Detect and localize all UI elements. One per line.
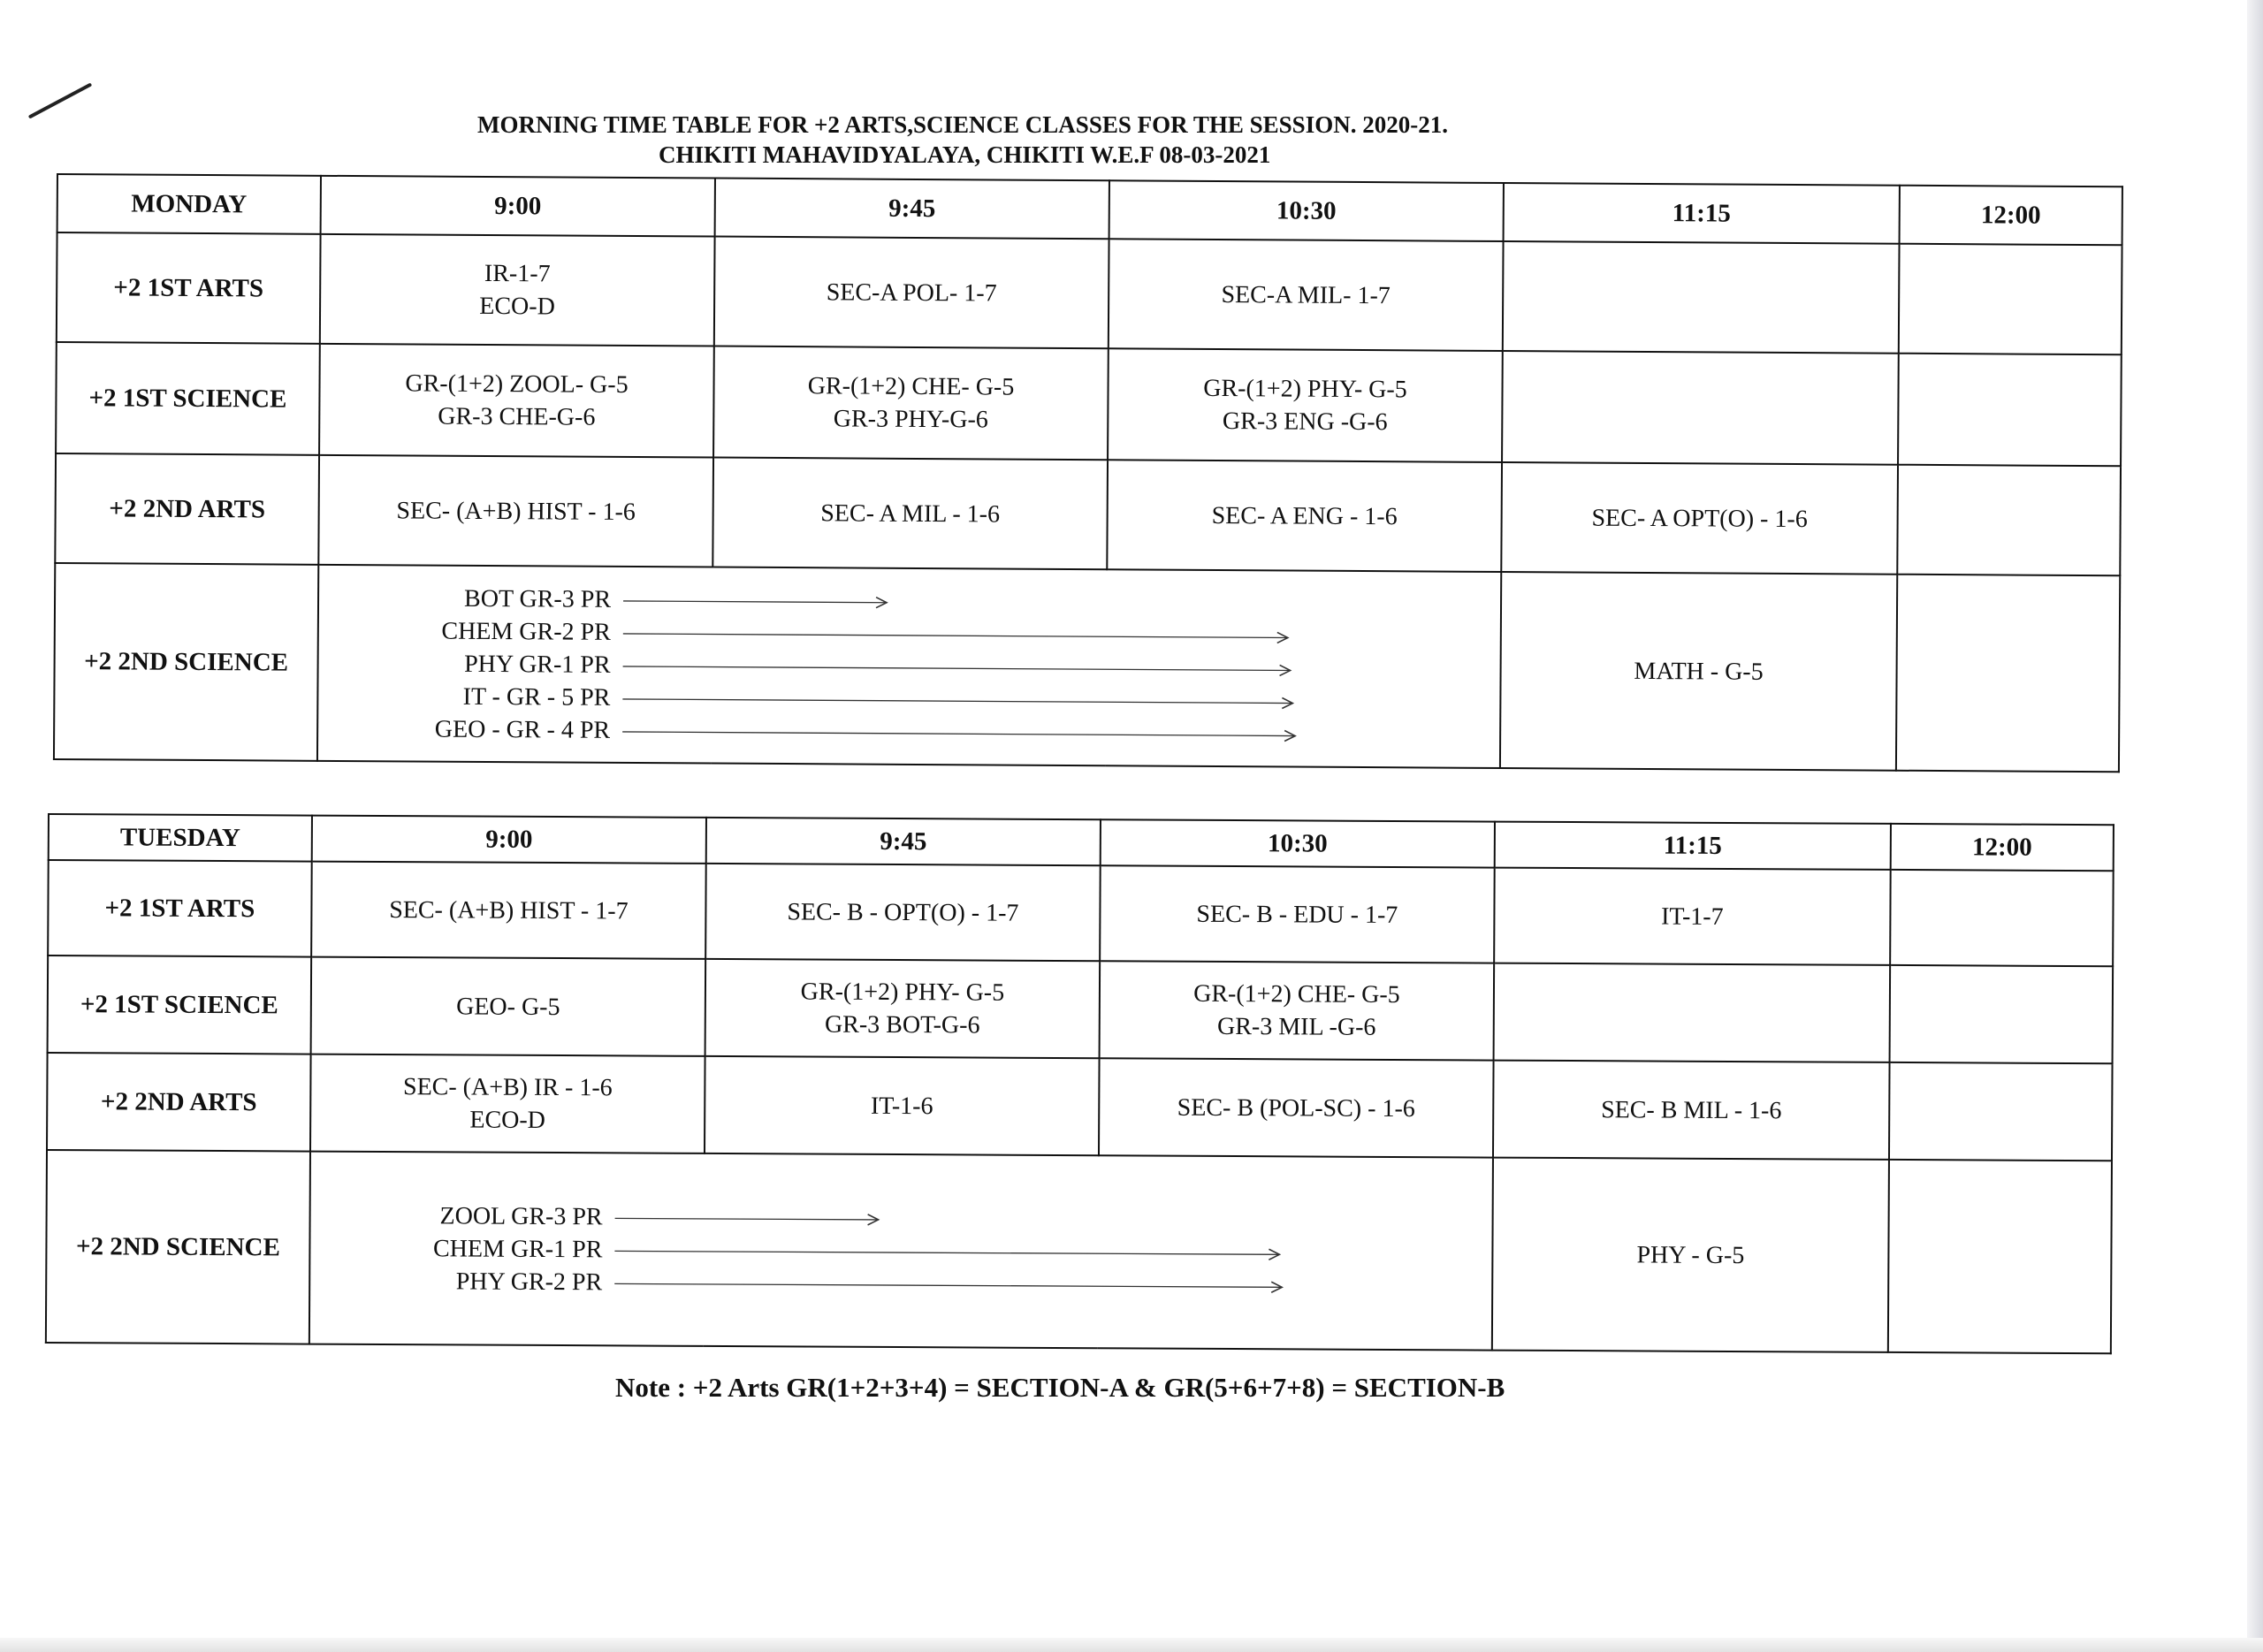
practical-label: GEO - GR - 4 PR	[434, 715, 611, 744]
arrow-head	[1271, 1282, 1282, 1292]
period-text: GR-3 BOT-G-6	[824, 1010, 980, 1039]
period-cell	[714, 237, 1109, 349]
time-header: 11:15	[1495, 822, 1891, 870]
practical-label: CHEM GR-2 PR	[441, 617, 611, 646]
period-text: SEC-A POL- 1-7	[826, 278, 997, 307]
practical-label: BOT GR-3 PR	[464, 584, 612, 613]
period-cell	[320, 234, 715, 346]
arrow-line	[622, 732, 1295, 736]
period-cell	[1100, 865, 1495, 963]
period-text: IT-1-6	[870, 1092, 933, 1120]
timetable-row	[55, 453, 2121, 575]
class-label: +2 1ST SCIENCE	[48, 955, 312, 1054]
arrow-line	[615, 1218, 879, 1220]
timetable-row	[48, 955, 2114, 1063]
period-cell	[310, 1054, 705, 1153]
arrow-head	[1282, 697, 1292, 708]
practical-span-cell	[309, 1152, 1493, 1351]
period-cell	[1100, 961, 1495, 1060]
period-cell	[1503, 241, 1900, 354]
arrow-head	[868, 1214, 879, 1225]
time-header: 12:00	[1891, 824, 2114, 871]
day-label: MONDAY	[57, 174, 321, 234]
arrow-head	[1284, 730, 1295, 741]
period-text: GR-(1+2) CHE- G-5	[1193, 979, 1400, 1009]
period-cell	[1107, 460, 1502, 572]
timetable-row	[56, 342, 2122, 466]
arrow-head	[876, 598, 887, 608]
period-cell	[1501, 462, 1898, 575]
period-cell	[1888, 1160, 2112, 1353]
time-header: 10:30	[1101, 819, 1495, 867]
period-cell	[1502, 351, 1899, 465]
period-cell	[712, 458, 1108, 570]
time-header: 12:00	[1900, 186, 2122, 246]
monday-timetable	[53, 173, 2123, 773]
class-label: +2 1ST SCIENCE	[56, 342, 320, 455]
period-cell	[705, 1056, 1100, 1155]
period-text: GR-(1+2) PHY- G-5	[1203, 374, 1407, 404]
time-header: 11:15	[1504, 183, 1900, 244]
period-text: IT-1-7	[1661, 902, 1724, 931]
period-text: SEC- A OPT(O) - 1-6	[1591, 504, 1808, 533]
period-text: GR-(1+2) PHY- G-5	[800, 978, 1005, 1007]
class-label: +2 2ND ARTS	[47, 1053, 311, 1152]
period-cell	[1897, 465, 2121, 576]
period-cell	[311, 862, 706, 959]
class-label: +2 2ND ARTS	[55, 453, 319, 565]
arrow-head	[1280, 665, 1291, 675]
period-cell	[318, 455, 713, 567]
period-text: GR-3 CHE-G-6	[438, 402, 596, 431]
period-cell	[1108, 348, 1503, 462]
period-text: SEC- A MIL - 1-6	[820, 499, 1001, 529]
practical-span-cell	[317, 565, 1501, 768]
period-text: SEC- B MIL - 1-6	[1601, 1095, 1782, 1124]
practical-label: PHY GR-2 PR	[455, 1267, 603, 1296]
period-text: SEC- (A+B) IR - 1-6	[402, 1073, 613, 1102]
page-edge-shadow	[2247, 0, 2263, 1652]
period-text: SEC- (A+B) HIST - 1-6	[396, 496, 636, 526]
time-header: 9:45	[706, 818, 1101, 865]
arrow-line	[614, 1283, 1282, 1287]
period-cell	[1890, 870, 2114, 966]
period-text: SEC- A ENG - 1-6	[1211, 501, 1398, 530]
period-cell	[705, 864, 1101, 961]
class-label: +2 1ST ARTS	[48, 860, 312, 957]
period-cell	[1109, 239, 1504, 351]
practical-label: ZOOL GR-3 PR	[439, 1201, 603, 1230]
period-text: SEC- B (POL-SC) - 1-6	[1177, 1093, 1415, 1123]
time-header: 10:30	[1109, 180, 1504, 241]
day-label: TUESDAY	[49, 814, 312, 862]
period-cell	[1493, 1061, 1890, 1160]
period-cell	[311, 957, 706, 1056]
period-text: IR-1-7	[484, 259, 551, 288]
period-cell	[1099, 1058, 1494, 1157]
period-text: MATH - G-5	[1634, 657, 1764, 686]
period-text: GR-3 PHY-G-6	[833, 405, 988, 434]
period-cell	[1494, 868, 1891, 965]
time-header: 9:00	[312, 816, 706, 864]
period-text: ECO-D	[479, 292, 555, 321]
timetable-row	[48, 860, 2114, 966]
tuesday-timetable	[45, 813, 2114, 1354]
arrow-line	[623, 634, 1288, 638]
pen-mark	[28, 82, 93, 118]
period-cell	[1898, 354, 2122, 467]
practical-label: IT - GR - 5 PR	[462, 682, 611, 712]
period-cell	[705, 959, 1101, 1058]
period-text: GR-3 ENG -G-6	[1222, 407, 1388, 437]
practical-label: PHY GR-1 PR	[464, 650, 611, 679]
document-subtitle: CHIKITI MAHAVIDYALAYA, CHIKITI W.E.F 08-03-2021	[659, 141, 1271, 168]
section-note: Note : +2 Arts GR(1+2+3+4) = SECTION-A & GR(5+6+7+8) = SECTION-B	[615, 1372, 1505, 1403]
period-text: ECO-D	[469, 1106, 546, 1134]
document-title: MORNING TIME TABLE FOR +2 ARTS,SCIENCE CLASSES FOR THE SESSION. 2020-21.	[477, 111, 1448, 138]
arrow-head	[1277, 632, 1288, 643]
arrow-line	[623, 601, 887, 603]
timetable-row	[54, 563, 2120, 772]
practical-list	[310, 1160, 1492, 1343]
period-cell	[319, 344, 714, 458]
timetable-row	[46, 1150, 2112, 1353]
period-cell	[1896, 575, 2120, 773]
class-label: +2 2ND SCIENCE	[54, 563, 318, 761]
arrow-line	[622, 699, 1292, 704]
arrow-line	[623, 666, 1291, 671]
period-text: SEC- B - EDU - 1-7	[1196, 900, 1398, 929]
period-cell	[1500, 572, 1897, 771]
period-text: GEO- G-5	[456, 992, 560, 1021]
timetable-row	[57, 232, 2122, 354]
period-cell	[713, 346, 1109, 461]
period-cell	[1889, 1062, 2113, 1161]
time-header: 9:45	[715, 179, 1109, 240]
arrow-line	[614, 1251, 1279, 1254]
period-text: GR-(1+2) ZOOL- G-5	[405, 369, 629, 399]
period-text: GR-3 MIL -G-6	[1216, 1012, 1376, 1041]
class-label: +2 2ND SCIENCE	[46, 1150, 310, 1344]
period-cell	[1494, 963, 1891, 1062]
page-bottom-edge	[0, 1638, 2263, 1652]
class-label: +2 1ST ARTS	[57, 232, 321, 344]
period-text: SEC-A MIL- 1-7	[1221, 280, 1391, 309]
practical-label: CHEM GR-1 PR	[432, 1234, 603, 1263]
practical-list	[318, 575, 1500, 758]
period-cell	[1890, 965, 2114, 1063]
arrow-head	[1269, 1249, 1279, 1260]
period-cell	[1492, 1158, 1889, 1352]
time-header: 9:00	[321, 176, 715, 237]
period-text: SEC- B - OPT(O) - 1-7	[787, 897, 1019, 927]
period-text: SEC- (A+B) HIST - 1-7	[389, 895, 629, 925]
period-text: PHY - G-5	[1636, 1240, 1745, 1269]
period-text: GR-(1+2) CHE- G-5	[807, 372, 1015, 401]
timetable-row	[47, 1053, 2113, 1161]
period-cell	[1899, 244, 2122, 355]
